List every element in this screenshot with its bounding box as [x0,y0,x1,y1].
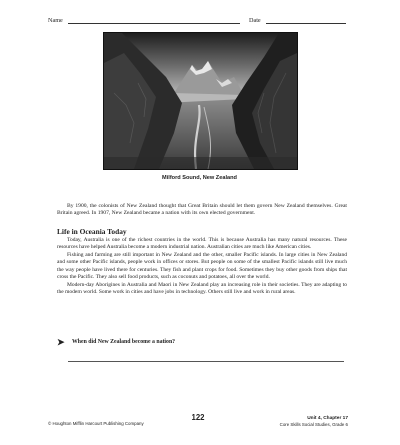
question-text: When did New Zealand become a nation? [72,339,176,345]
milford-sound-photo [103,32,298,170]
copyright: © Houghton Mifflin Harcourt Publishing Company [48,421,144,426]
photo-caption: Milford Sound, New Zealand [162,175,237,181]
page-number: 122 [191,413,205,422]
body-paragraph: Modern-day Aborigines in Australia and Maori in New Zealand play an increasing role in their societies. They are adapting to the modern world. Some work in cities and have jobs in technology. Others still live and work in rural areas. [57,281,347,296]
date-label: Date [249,17,261,24]
body-paragraph: Today, Australia is one of the richest countries in the world. This is because Australia has many natural resources. These resources have helped Australia become a modern industrial nation. Australian cities are much like American cities. [57,237,347,251]
footer [48,413,348,433]
header [48,17,346,27]
body-paragraph: Fishing and farming are still important in New Zealand and the other, smaller Pacific islands. In large cities in New Zealand and some other Pacific islands, people work in offices or stores. But people on some of the smallest Pacific islands still live much the way people have lived there for centuries. They fish and plant crops for food. Sometimes they buy other goods from ships that cross the Pacific. They also sell food products, such as coconuts and potatoes, all over the world. [57,251,347,281]
name-label: Name [48,17,63,24]
date-line[interactable] [266,23,346,24]
answer-line[interactable] [68,361,344,362]
course-label: Core Skills Social Studies, Grade 6 [279,422,348,427]
unit-label: Unit 4, Chapter 17 [307,416,348,421]
name-line[interactable] [68,23,240,24]
arrow-icon: ➤ [57,337,65,347]
landscape-image [104,33,297,169]
section-body [57,237,347,297]
section-title: Life in Oceania Today [57,227,127,236]
intro-paragraph: By 1900, the colonists of New Zealand thought that Great Britain should let them govern New Zealand themselves. Great Britain agreed. In 1907, New Zealand became a nation with its own elected government. [57,203,347,217]
